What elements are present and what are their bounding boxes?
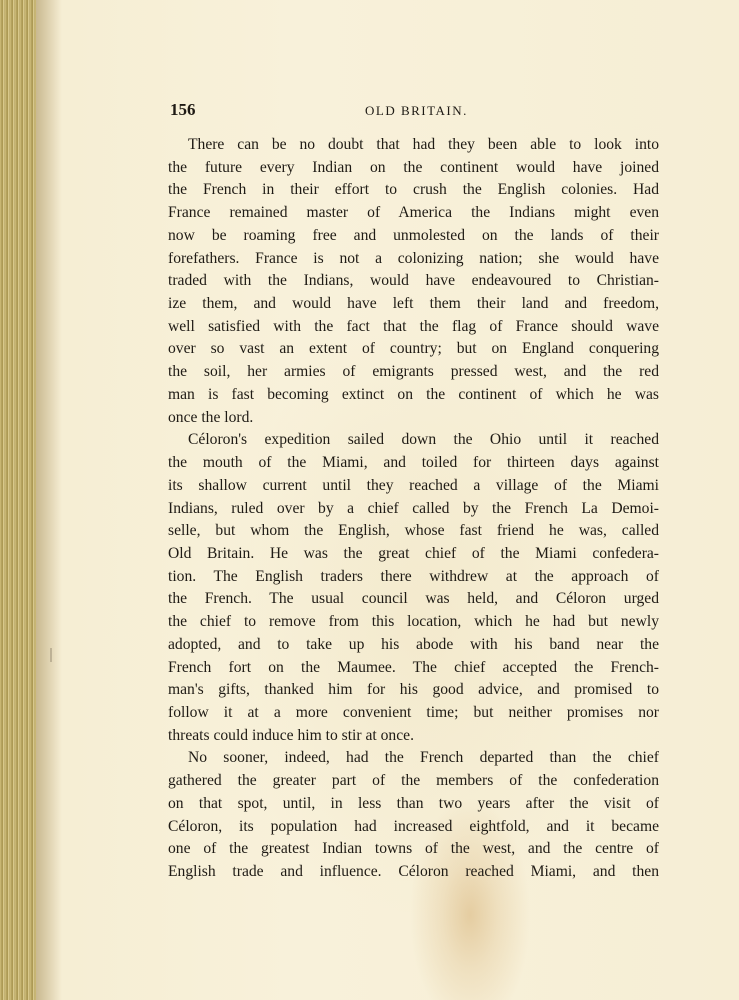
text-line: adopted, and to take up his abode with his band near the [168,635,659,653]
text-line: once the lord. [168,408,254,426]
text-line: forefathers. France is not a colonizing nation; she would have [168,249,659,267]
text-line: France remained master of America the Indians might even [168,204,659,222]
paragraph-1 [168,134,659,429]
text-line: Indians, ruled over by a chief called by the French La Demoi- [168,499,659,517]
body-text [168,134,659,884]
text-line: There can be no doubt that had they been able to look into [188,136,659,153]
text-line: the French in their effort to crush the English colonies. Had [168,181,659,199]
page-header [170,98,660,122]
text-line: Céloron, its population had increased eightfold, and it became [168,817,659,835]
book-spine-edge [0,0,36,1000]
text-line: French fort on the Maumee. The chief accepted the French- [168,658,659,676]
text-line: its shallow current until they reached a village of the Miami [168,476,659,494]
text-line: traded with the Indians, would have endeavoured to Christian- [168,272,659,290]
running-head: OLD BRITAIN. [365,103,468,118]
text-line: the French. The usual council was held, and Céloron urged [168,590,659,608]
text-line: man's gifts, thanked him for his good advice, and promised to [168,681,659,699]
text-line: the soil, her armies of emigrants pressed west, and the red [168,363,659,381]
text-line: ize them, and would have left them their land and freedom, [168,295,659,313]
paragraph-2 [168,429,659,747]
gutter-shadow [36,0,62,1000]
text-line: well satisfied with the fact that the flag of France should wave [168,317,659,335]
text-line: Céloron's expedition sailed down the Ohio until it reached [188,431,659,449]
text-line: the mouth of the Miami, and toiled for thirteen days against [168,454,659,472]
text-line: the future every Indian on the continent would have joined [168,158,659,176]
text-line: over so vast an extent of country; but on England conquering [168,340,659,358]
text-line: now be roaming free and unmolested on the lands of their [168,226,659,244]
text-line: one of the greatest Indian towns of the west, and the centre of [168,840,659,858]
text-line: threats could induce him to stir at once. [168,726,414,744]
text-line: English trade and influence. Céloron reached Miami, and then [168,863,659,880]
text-line: selle, but whom the English, whose fast friend he was, called [168,522,659,540]
text-line: on that spot, until, in less than two years after the visit of [168,794,659,812]
margin-mark [50,648,52,662]
text-line: Old Britain. He was the great chief of the Miami confedera- [168,544,659,562]
text-line: tion. The English traders there withdrew at the approach of [168,567,659,585]
text-line: follow it at a more convenient time; but neither promises nor [168,703,659,721]
text-line: the chief to remove from this location, which he had but newly [168,613,659,631]
text-line: gathered the greater part of the members of the confederation [168,772,659,790]
page-number: 156 [170,100,196,119]
text-line: man is fast becoming extinct on the continent of which he was [168,385,659,403]
text-line: No sooner, indeed, had the French departed than the chief [188,749,659,767]
paragraph-3 [168,747,659,883]
